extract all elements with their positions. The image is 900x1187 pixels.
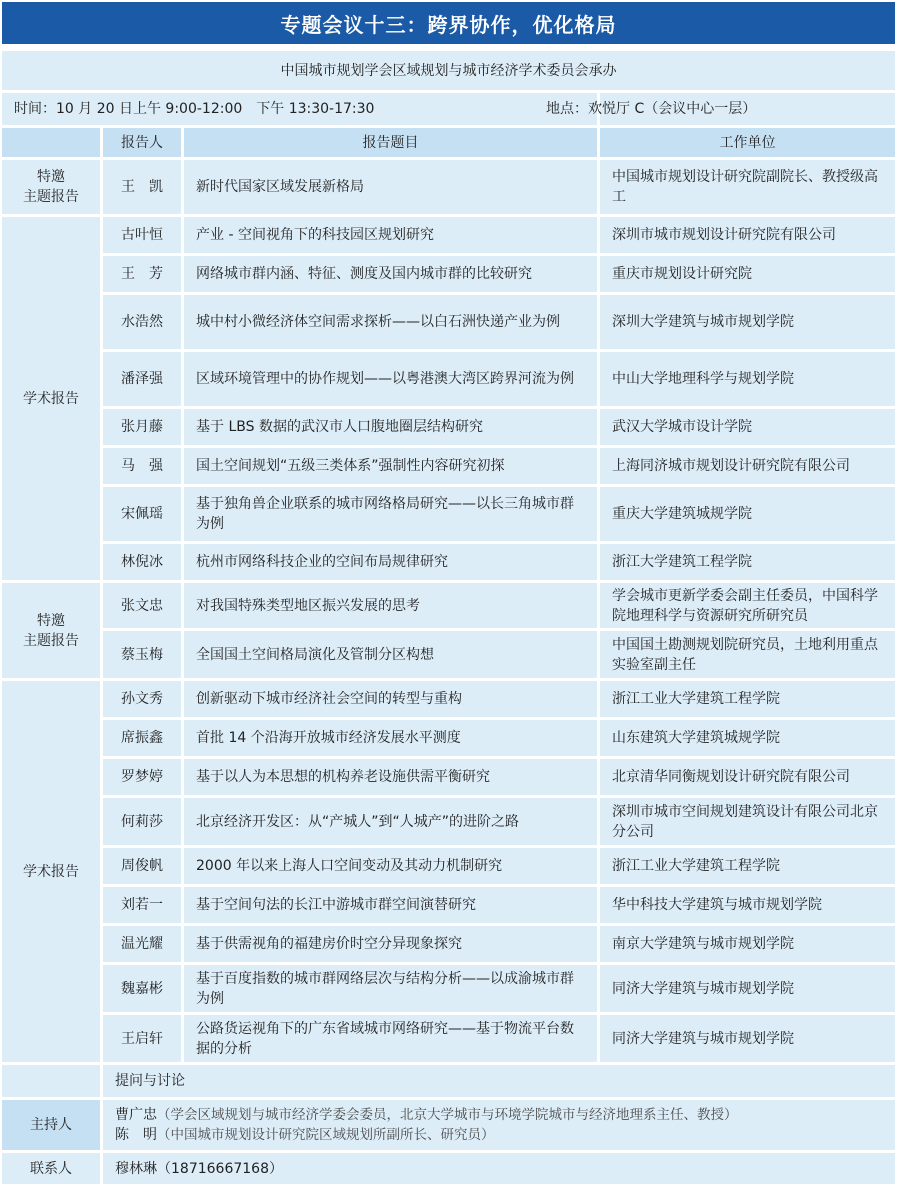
host-entry <box>115 1105 883 1125</box>
talk-row <box>2 544 895 580</box>
talk-topic: 国土空间规划“五级三类体系”强制性内容研究初探 <box>184 448 597 484</box>
talk-row <box>2 887 895 923</box>
talk-topic: 网络城市群内涵、特征、测度及国内城市群的比较研究 <box>184 256 597 292</box>
speaker-unit: 中国城市规划设计研究院副院长、教授级高工 <box>600 160 895 214</box>
talk-row <box>2 848 895 884</box>
host-note: （中国城市规划设计研究院区域规划所副所长、研究员） <box>157 1127 495 1143</box>
contact-text: 穆林琳（18716667168） <box>103 1153 895 1184</box>
speaker-unit: 武汉大学城市设计学院 <box>600 409 895 445</box>
talk-topic: 新时代国家区域发展新格局 <box>184 160 597 214</box>
session-category: 学术报告 <box>2 217 100 580</box>
speaker-name: 张月藤 <box>103 409 181 445</box>
session-category: 特邀 主题报告 <box>2 160 100 214</box>
speaker-name: 魏嘉彬 <box>103 965 181 1012</box>
talk-topic: 产业 - 空间视角下的科技园区规划研究 <box>184 217 597 253</box>
talk-row <box>2 720 895 756</box>
talk-topic: 基于空间句法的长江中游城市群空间演替研究 <box>184 887 597 923</box>
discussion-row <box>2 1065 895 1097</box>
speaker-name: 王 凯 <box>103 160 181 214</box>
talk-row <box>2 631 895 678</box>
host-name: 曹广忠 <box>115 1107 157 1123</box>
speaker-unit: 上海同济城市规划设计研究院有限公司 <box>600 448 895 484</box>
speaker-name: 席振鑫 <box>103 720 181 756</box>
contact-label: 联系人 <box>2 1153 100 1184</box>
speaker-name: 张文忠 <box>103 583 181 628</box>
header-unit: 工作单位 <box>600 128 895 157</box>
session-category: 特邀 主题报告 <box>2 583 100 678</box>
speaker-name: 水浩然 <box>103 295 181 349</box>
talk-topic: 首批 14 个沿海开放城市经济发展水平测度 <box>184 720 597 756</box>
speaker-unit: 重庆市规划设计研究院 <box>600 256 895 292</box>
talk-topic: 基于以人为本思想的机构养老设施供需平衡研究 <box>184 759 597 795</box>
speaker-name: 周俊帆 <box>103 848 181 884</box>
talk-row <box>2 448 895 484</box>
speaker-unit: 南京大学建筑与城市规划学院 <box>600 926 895 962</box>
talk-row <box>2 926 895 962</box>
talk-topic: 基于百度指数的城市群网络层次与结构分析——以成渝城市群为例 <box>184 965 597 1012</box>
talk-row <box>2 583 895 628</box>
speaker-unit: 深圳大学建筑与城市规划学院 <box>600 295 895 349</box>
speaker-name: 古叶恒 <box>103 217 181 253</box>
speaker-unit: 深圳市城市规划设计研究院有限公司 <box>600 217 895 253</box>
speaker-name: 刘若一 <box>103 887 181 923</box>
talk-row <box>2 759 895 795</box>
contact-row <box>2 1153 895 1184</box>
schedule-table <box>0 48 898 1187</box>
discussion-spacer <box>2 1065 100 1097</box>
talk-row <box>2 352 895 406</box>
header-reporter: 报告人 <box>103 128 181 157</box>
talk-topic: 基于独角兽企业联系的城市网络格局研究——以长三角城市群为例 <box>184 487 597 541</box>
talk-topic: 创新驱动下城市经济社会空间的转型与重构 <box>184 681 597 717</box>
host-entry <box>115 1125 883 1145</box>
talk-row <box>2 965 895 1012</box>
speaker-name: 蔡玉梅 <box>103 631 181 678</box>
talk-row <box>2 160 895 214</box>
speaker-name: 潘泽强 <box>103 352 181 406</box>
header-category <box>2 128 100 157</box>
talk-row <box>2 798 895 845</box>
speaker-name: 温光耀 <box>103 926 181 962</box>
speaker-unit: 浙江工业大学建筑工程学院 <box>600 681 895 717</box>
talk-topic: 基于供需视角的福建房价时空分异现象探究 <box>184 926 597 962</box>
hosts-row <box>2 1100 895 1150</box>
speaker-unit: 浙江工业大学建筑工程学院 <box>600 848 895 884</box>
location-text: 地点：欢悦厅 C（会议中心一层） <box>600 93 895 125</box>
organizer-text: 中国城市规划学会区域规划与城市经济学术委员会承办 <box>2 51 895 90</box>
talk-topic: 公路货运视角下的广东省域城市网络研究——基于物流平台数据的分析 <box>184 1015 597 1062</box>
talk-topic: 杭州市网络科技企业的空间布局规律研究 <box>184 544 597 580</box>
host-note: （学会区域规划与城市经济学委会委员，北京大学城市与环境学院城市与经济地理系主任、教授） <box>157 1107 738 1123</box>
speaker-name: 王启轩 <box>103 1015 181 1062</box>
speaker-name: 王 芳 <box>103 256 181 292</box>
speaker-name: 罗梦婷 <box>103 759 181 795</box>
speaker-unit: 北京清华同衡规划设计研究院有限公司 <box>600 759 895 795</box>
session-title: 专题会议十三：跨界协作，优化格局 <box>2 2 895 44</box>
hosts-label: 主持人 <box>2 1100 100 1150</box>
host-name: 陈 明 <box>115 1127 157 1143</box>
talk-row <box>2 409 895 445</box>
speaker-name: 林倪冰 <box>103 544 181 580</box>
talk-topic: 北京经济开发区：从“产城人”到“人城产”的进阶之路 <box>184 798 597 845</box>
talk-topic: 区域环境管理中的协作规划——以粤港澳大湾区跨界河流为例 <box>184 352 597 406</box>
hosts-list <box>103 1100 895 1150</box>
talk-topic: 城中村小微经济体空间需求探析——以白石洲快递产业为例 <box>184 295 597 349</box>
speaker-name: 马 强 <box>103 448 181 484</box>
speaker-unit: 浙江大学建筑工程学院 <box>600 544 895 580</box>
speaker-unit: 同济大学建筑与城市规划学院 <box>600 1015 895 1062</box>
speaker-name: 何莉莎 <box>103 798 181 845</box>
talk-row <box>2 487 895 541</box>
speaker-unit: 同济大学建筑与城市规划学院 <box>600 965 895 1012</box>
talk-topic: 对我国特殊类型地区振兴发展的思考 <box>184 583 597 628</box>
talk-topic: 基于 LBS 数据的武汉市人口腹地圈层结构研究 <box>184 409 597 445</box>
talk-row <box>2 217 895 253</box>
header-topic: 报告题目 <box>184 128 597 157</box>
talk-row <box>2 681 895 717</box>
speaker-name: 宋佩瑶 <box>103 487 181 541</box>
talk-row <box>2 256 895 292</box>
speaker-unit: 华中科技大学建筑与城市规划学院 <box>600 887 895 923</box>
session-category: 学术报告 <box>2 681 100 1062</box>
speaker-unit: 学会城市更新学委会副主任委员，中国科学院地理科学与资源研究所研究员 <box>600 583 895 628</box>
speaker-name: 孙文秀 <box>103 681 181 717</box>
talk-row <box>2 295 895 349</box>
speaker-unit: 深圳市城市空间规划建筑设计有限公司北京分公司 <box>600 798 895 845</box>
time-text: 时间：10 月 20 日上午 9:00-12:00 下午 13:30-17:30 <box>2 93 597 125</box>
discussion-text: 提问与讨论 <box>103 1065 895 1097</box>
speaker-unit: 中山大学地理科学与规划学院 <box>600 352 895 406</box>
talk-topic: 2000 年以来上海人口空间变动及其动力机制研究 <box>184 848 597 884</box>
talk-topic: 全国国土空间格局演化及管制分区构想 <box>184 631 597 678</box>
speaker-unit: 山东建筑大学建筑城规学院 <box>600 720 895 756</box>
speaker-unit: 中国国土勘测规划院研究员，土地利用重点实验室副主任 <box>600 631 895 678</box>
talk-row <box>2 1015 895 1062</box>
speaker-unit: 重庆大学建筑城规学院 <box>600 487 895 541</box>
